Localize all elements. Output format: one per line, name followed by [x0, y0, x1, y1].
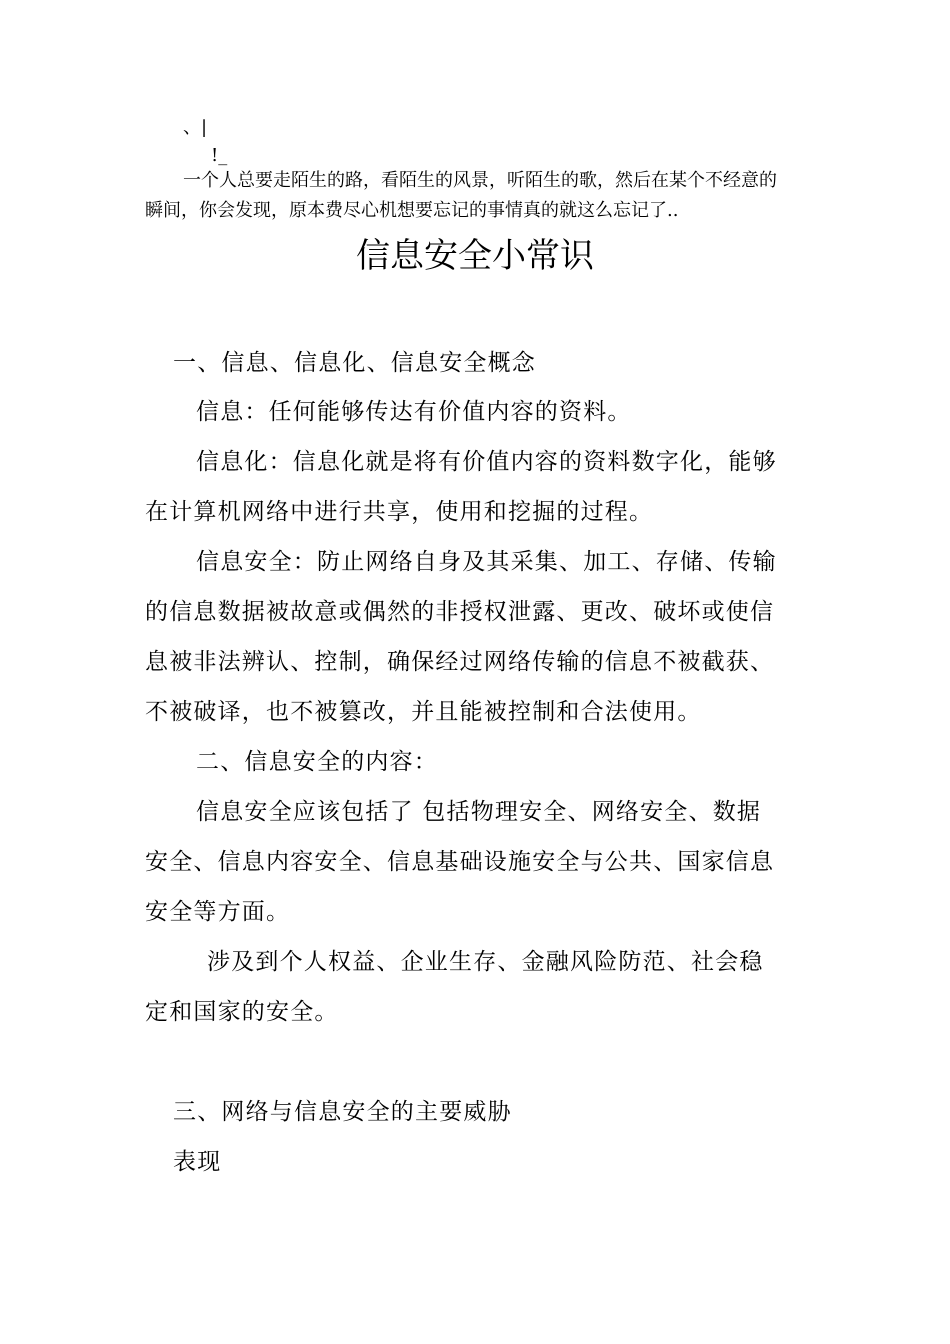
section-1-heading: 一、信息、信息化、信息安全概念	[173, 350, 536, 376]
paragraph-content-line-3: 安全等方面。	[145, 899, 291, 925]
paragraph-informatization-line-2: 在计算机网络中进行共享，使用和挖掘的过程。	[145, 499, 654, 525]
header-mark-1: 、|	[183, 117, 208, 138]
paragraph-infosec-line-1: 信息安全：防止网络自身及其采集、加工、存储、传输	[196, 549, 777, 575]
paragraph-scope-line-1: 涉及到个人权益、企业生存、金融风险防范、社会稳	[207, 949, 764, 975]
paragraph-informatization-line-1: 信息化：信息化就是将有价值内容的资料数字化，能够	[196, 449, 777, 475]
paragraph-infosec-line-4: 不被破译，也不被篡改，并且能被控制和合法使用。	[145, 699, 702, 725]
section-3-subheading: 表现	[173, 1149, 222, 1175]
section-3-heading: 三、网络与信息安全的主要威胁	[173, 1099, 512, 1125]
section-2-heading: 二、信息安全的内容：	[196, 749, 438, 775]
intro-line-2: 瞬间，你会发现，原本费尽心机想要忘记的事情真的就这么忘记了..	[145, 200, 679, 221]
paragraph-scope-line-2: 定和国家的安全。	[145, 999, 339, 1025]
paragraph-infosec-line-2: 的信息数据被故意或偶然的非授权泄露、更改、破坏或使信	[145, 599, 775, 625]
page-title: 信息安全小常识	[356, 236, 594, 276]
paragraph-infosec-line-3: 息被非法辨认、控制，确保经过网络传输的信息不被截获、	[145, 649, 775, 675]
paragraph-content-line-1: 信息安全应该包括了 包括物理安全、网络安全、数据	[196, 799, 762, 825]
paragraph-content-line-2: 安全、信息内容安全、信息基础设施安全与公共、国家信息	[145, 849, 775, 875]
intro-line-1: 一个人总要走陌生的路，看陌生的风景，听陌生的歌，然后在某个不经意的	[183, 170, 777, 191]
header-mark-2: !_	[211, 145, 228, 166]
paragraph-info-definition: 信息：任何能够传达有价值内容的资料。	[196, 399, 632, 425]
